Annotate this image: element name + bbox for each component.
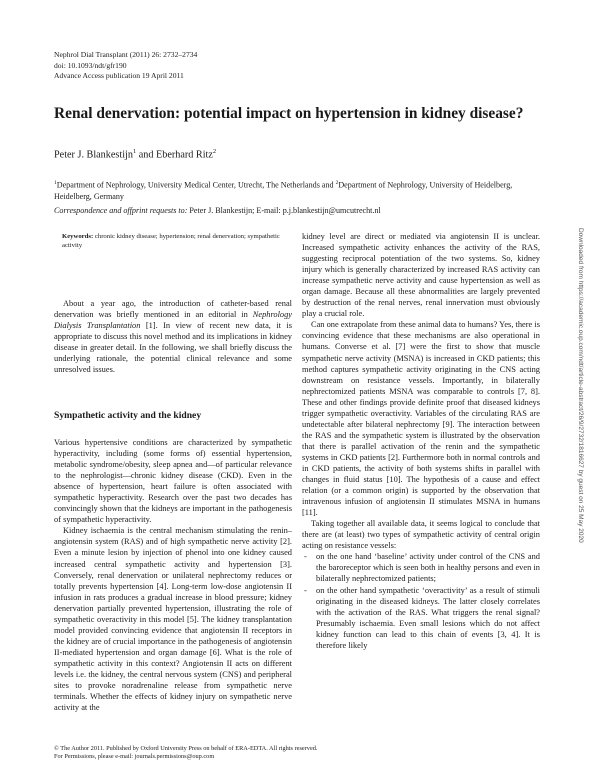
journal-citation-block	[54, 50, 197, 82]
introduction	[54, 298, 292, 375]
keywords-label: Keywords:	[62, 233, 94, 240]
intro-text-2: [1]. In view of recent new data, it is appropriate to discuss this novel method and its implications in kidney disease in greater detail. In the following, we shall briefly discuss the underlying rationale, the potential clinical relevance and some unresolved issues.	[54, 321, 292, 375]
advance-access-date: Advance Access publication 19 April 2011	[54, 71, 184, 81]
author-affil-marker-1: 1	[132, 148, 137, 155]
body-paragraph: Taking together all available data, it seems logical to conclude that there are (at least) two types of sympathetic activity of central origin acting on resistance vessels:	[302, 519, 540, 551]
body-paragraph: Various hypertensive conditions are characterized by sympathetic hyperactivity, including (some forms of) essential hypertension, metabolic syndrome/obesity, sleep apnea and—of particular relevance to the nephrologist—chronic kidney disease (CKD). Even in the absence of hypertension, heart failure is often associated with sympathetic hyperactivity. Research over the past two decades has convincingly shown that the kidneys are important in the pathogenesis of sympathetic hyperactivity.	[54, 438, 292, 525]
article-title: Renal denervation: potential impact on hypertension in kidney disease?	[54, 105, 524, 122]
body-paragraph: kidney level are direct or mediated via angiotensin II is unclear. Increased sympathetic activity enhances the activity of the RAS, suggesting reciprocal potentiation of the two systems. So, kidney injury which is generally characterized by increased RAS activity can increase sympathetic nerve activity and cause hypertension as well as organ damage. Because all these abnormalities are largely prevented by destruction of the renal nerves, renal innervation must obviously play a crucial role.	[302, 232, 540, 319]
correspondence-label: Correspondence and offprint requests to:	[54, 206, 188, 215]
keywords-list: chronic kidney disease; hypertension; renal denervation; sympathetic activity	[62, 233, 280, 249]
affil-marker-1: 1	[54, 180, 57, 186]
author-blankestijn[interactable]: Peter J. Blankestijn	[54, 149, 133, 161]
intro-journal-name: Nephrology Dialysis Transplantation	[54, 310, 292, 331]
permissions-line[interactable]: For Permissions, please e-mail: journals.permissions@oup.com	[54, 753, 215, 760]
author-conjunction: and	[136, 149, 157, 161]
keywords	[62, 233, 292, 250]
affiliations	[54, 178, 544, 202]
body-paragraph: Kidney ischaemia is the central mechanism stimulating the renin–angiotensin system (RAS) and of high sympathetic nerve activity [2]. Even a minute lesion by injection of phenol into one kidney caused increased central sympathetic activity and hypertension [3]. Conversely, renal denervation or unilateral nephrectomy reduces or totally prevents hypertension [4]. Long-term low-dose angiotensin II infusion in rats produces a gradual increase in blood pressure; kidney denervation partially prevented hypertension, illustrating the role of sympathetic overactivity in this model [5]. The kidney transplantation model provided convincing evidence that angiotensin II receptors in the kidney are of crucial importance in the pathogenesis of angiotensin II-mediated hypertension and organ damage [6]. What is the role of sympathetic activity in this context? Angiotensin II acts on different levels i.e. the kidney, the central nervous system (CNS) and peripheral sites to provoke noradrenaline release from sympathetic nerve terminals. Whether the effects of kidney injury on sympathetic nerve activity at the	[54, 526, 292, 713]
affiliation-heidelberg: Department of Nephrology, University of Heidelberg, Heidelberg, Germany	[54, 180, 513, 201]
intro-paragraph	[54, 298, 292, 375]
section-heading: Sympathetic activity and the kidney	[54, 410, 202, 421]
bullet-item: - on the one hand ‘baseline’ activity under control of the CNS and the baroreceptor which is seen both in healthy persons and even in bilaterally nephrectomized patients;	[302, 551, 540, 584]
copyright-line: © The Author 2011. Published by Oxford University Press on behalf of ERA-EDTA. All rights reserved.	[54, 745, 318, 752]
right-column-body	[302, 231, 540, 651]
affil-marker-2: 2	[335, 180, 339, 186]
affiliation-utrecht: Department of Nephrology, University Medical Center, Utrecht, The Netherlands and	[56, 180, 336, 190]
correspondence-contact[interactable]: Peter J. Blankestijn; E-mail: p.j.blankestijn@umcutrecht.nl	[187, 206, 381, 215]
author-list	[54, 148, 216, 160]
bullet-list	[302, 551, 540, 650]
bullet-item: - on the other hand sympathetic ‘overactivity’ as a result of stimuli originating in the diseased kidneys. The latter closely correlates with the activation of the RAS. What triggers the renal signal? Presumably ischaemia. Even small lesions which do not affect kidney function can lead to this chain of events [3, 4]. It is therefore likely	[302, 585, 540, 651]
left-column-body	[54, 437, 292, 713]
author-ritz[interactable]: Eberhard Ritz	[156, 149, 213, 161]
journal-citation: Nephrol Dial Transplant (2011) 26: 2732–2734	[54, 50, 198, 59]
page-footer	[54, 745, 317, 761]
download-watermark	[575, 228, 584, 628]
body-paragraph: Can one extrapolate from these animal data to humans? Yes, there is convincing evidence that these mechanisms are also operational in humans. Converse et al. [7] were the first to show that muscle sympathetic nerve activity (MSNA) is increased in CKD patients; this method captures sympathetic activity originating in the CNS acting downstream on resistance vessels. Importantly, in bilaterally nephrectomized patients MSNA was comparable to controls [7, 8]. These and other findings provide definite proof that diseased kidneys trigger sympathetic overactivity. Variables of the circulating RAS are undetectable after bilateral nephrectomy [9]. The interaction between the RAS and the sympathetic system is illustrated by the observation that there is parallel activation of the renin and the sympathetic systems in CKD patients [2]. Furthermore both in normal controls and in CKD patients, the activity of both systems shifts in parallel with changes in fluid status [10]. The hypothesis of a cause and effect relation (or a common origin) is supported by the observation that intravenous infusion of angiotensin II stimulates MSNA in humans [11].	[302, 320, 540, 518]
correspondence	[54, 206, 544, 215]
author-affil-marker-2: 2	[212, 148, 217, 155]
intro-text-1: About a year ago, the introduction of catheter-based renal denervation was briefly mentioned in an editorial in	[54, 299, 292, 320]
journal-doi[interactable]: doi: 10.1093/ndt/gfr190	[54, 60, 127, 70]
download-watermark-text: Downloaded from https://academic.oup.com/ndt/article-abstract/26/9/2732/1816627 by guest on 25 May 2020	[577, 228, 584, 543]
